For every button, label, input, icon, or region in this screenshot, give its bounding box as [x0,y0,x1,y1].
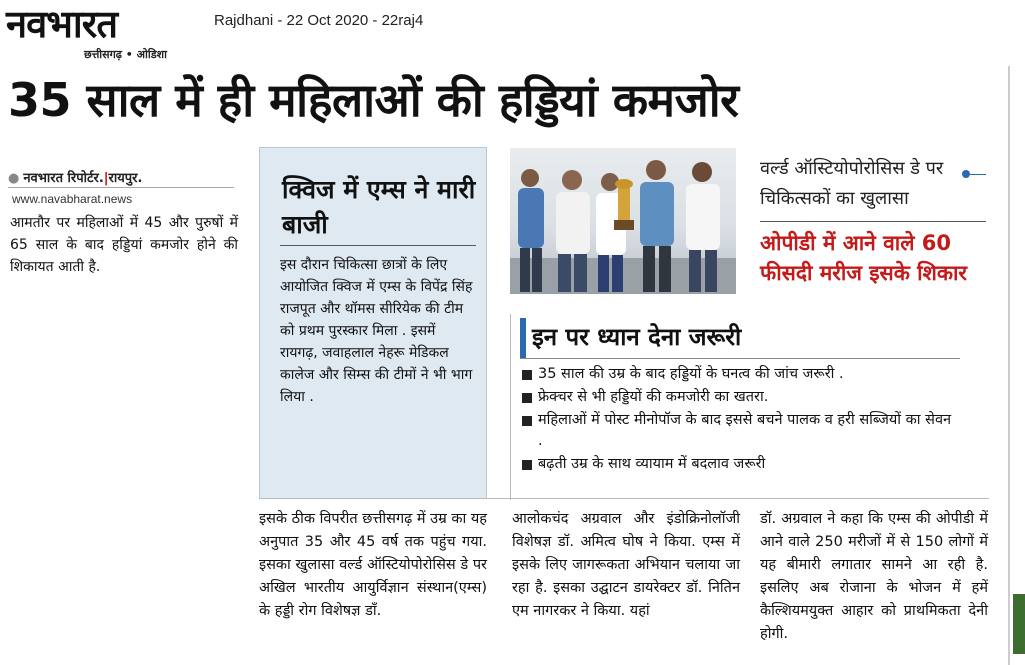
byline-city: रायपुर. [108,171,143,186]
kicker-divider [760,221,986,222]
byline-separator: | [103,171,109,186]
kicker-connector [970,174,986,175]
body-column-2: आलोकचंद अग्रवाल और इंडोक्रिनोलॉजी विशेषज्ञ डॉ. अमित्व घोष ने किया. एम्स में इसके लिए जागरूकता अभियान चलाया जा रहा है. इसका उद्घाटन डायरेक्टर डॉ. नितिन एम नागरकर ने किया. यहां [512,511,740,619]
body-column-3: डॉ. अग्रवाल ने कहा कि एम्स की ओपीडी में आने वाले 250 मरीजों में से 150 लोगों में यह बीमारी लगातार सामने आ रही है. इसलिए अब रोजाना के भोजन में हमें कैल्शियमयुक्त आहार को प्राथमिकता देनी होगी. [760,511,988,642]
circle-bullet-icon: ● [8,171,20,186]
quiz-body: इस दौरान चिकित्सा छात्रों के लिए आयोजित क्विज में एम्स के विपेंद्र सिंह राजपूत और थॉमस सीरियेक की टीम को प्रथम पुरस्कार मिला . इसमें रायगढ़, जवाहलाल नेहरू मेडिकल कालेज और सिम्स की टीमों ने भी भाग लिया . [280,257,473,405]
newspaper-logo: नवभारत [6,1,117,46]
page-headline: 35 साल में ही महिलाओं की हड्डियां कमजोर [8,73,739,127]
page-edge-rule [1008,66,1010,665]
logo-regions: छत्तीसगढ़ • ओडिशा [84,48,167,61]
attention-divider [520,358,960,359]
award-photo-illustration [510,148,736,294]
quiz-divider [280,245,476,246]
kicker-text: वर्ल्ड ऑस्टियोपोरोसिस डे पर चिकित्सकों का खुलासा [760,158,944,209]
attention-item: बढ़ती उम्र के साथ व्यायाम में बदलाव जरूरी [522,454,952,475]
attention-item: 35 साल की उम्र के बाद हड्डियों के घनत्व की जांच जरूरी . [522,364,952,385]
attention-title: इन पर ध्यान देना जरूरी [532,323,742,351]
box-frame-bottom [259,498,989,499]
attention-item: फ्रेक्चर से भी हड्डियों की कमजोरी का खतरा. [522,387,952,408]
byline [8,168,142,186]
byline-divider [8,187,234,188]
box-frame-left [510,314,511,500]
edition-line: Rajdhani - 22 Oct 2020 - 22raj4 [214,12,424,29]
quiz-title: क्विज में एम्स ने मारी बाजी [282,175,476,239]
body-column-1: इसके ठीक विपरीत छत्तीसगढ़ में उम्र का यह अनुपात 35 और 45 वर्ष तक पहुंच गया. इसका खुलासा वर्ल्ड ऑस्टियोपोरोसिस डे पर अखिल भारतीय आयुर्विज्ञान संस्थान(एम्स) के हड्डी रोग विशेषज्ञ डॉं. [259,511,487,619]
intro-paragraph: आमतौर पर महिलाओं में 45 और पुरुषों में 65 साल के बाद हड्डियां कमजोर होने की शिकायत आती है. [10,215,238,275]
red-subheadline: ओपीडी में आने वाले 60 फीसदी मरीज इसके शिकार [760,231,968,285]
award-photo [510,148,736,294]
adjacent-ad-fragment [1013,594,1025,654]
byline-reporter: नवभारत रिपोर्टर. [23,171,104,186]
attention-list [522,364,952,477]
attention-accent-bar [520,318,526,358]
kicker-dot-icon [962,170,970,178]
website-link[interactable]: www.navabharat.news [12,192,133,206]
attention-item: महिलाओं में पोस्ट मीनोपॉज के बाद इससे बचने पालक व हरी सब्जियों का सेवन . [522,410,952,452]
